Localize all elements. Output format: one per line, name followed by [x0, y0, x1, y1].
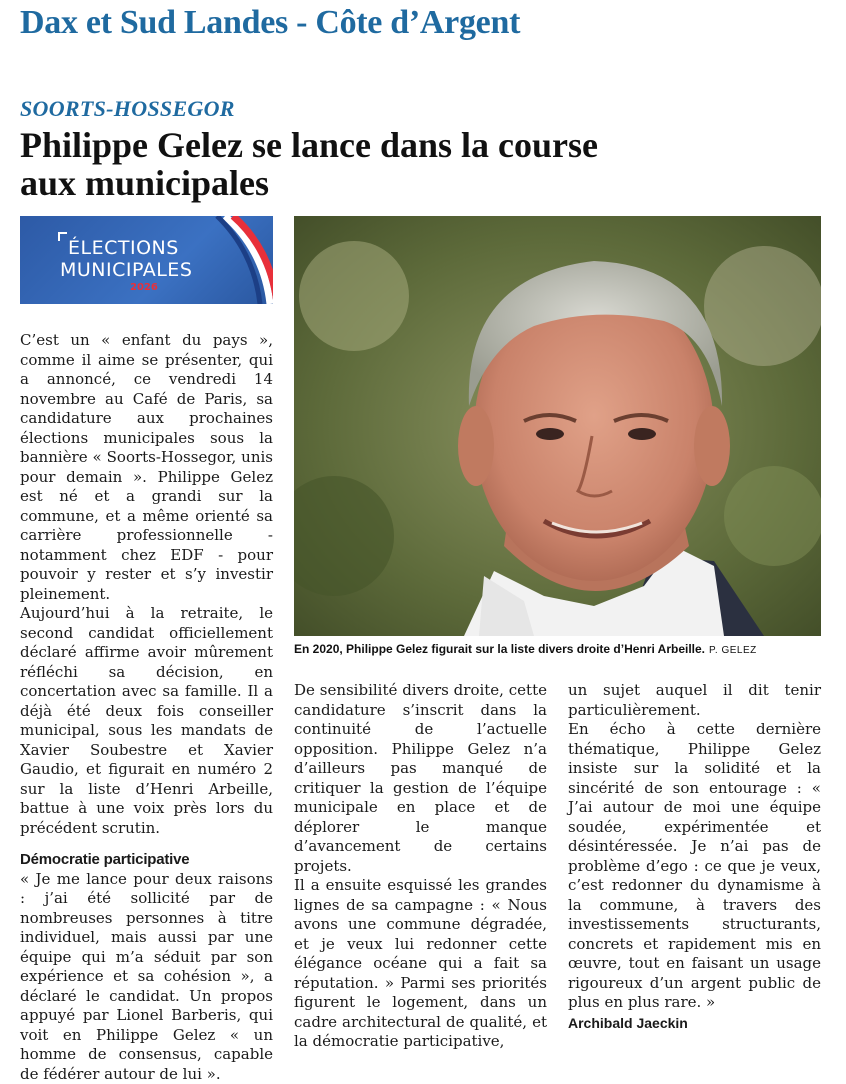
- article-column-2: [294, 681, 547, 1052]
- paragraph: En écho à cette dernière thématique, Philippe Gelez insiste sur la solidité et la sincérité de son entourage : « J’ai autour de moi une équipe soudée, expérimentée et désintéressée. Je n’ai pas de problème d’ego : ce que je veux, c’est redonner du dynamisme à la commune, à travers des investissements structurants, concrets et rapidement mis en œuvre, tout en faisant un usage rigoureux d’un argent public de plus en plus rare. »: [568, 720, 821, 1013]
- paragraph: Il a ensuite esquissé les grandes lignes de sa campagne : « Nous avons une commune dégradée, et je veux lui redonner cette élégance océane qui a fait sa réputation. » Parmi ses priorités figurent le logement, dans un cadre architectural de qualité, et la démocratie participative,: [294, 876, 547, 1052]
- photo-caption: [294, 642, 821, 656]
- badge-line-2: MUNICIPALES: [60, 259, 192, 281]
- portrait-photo: [294, 216, 821, 636]
- bracket-icon: [58, 232, 67, 241]
- paragraph: Aujourd’hui à la retraite, le second candidat officiellement déclaré affirme avoir mûrement réfléchi sa décision, en concertation avec sa famille. Il a déjà été deux fois conseiller municipal, sous les mandats de Xavier Soubestre et Xavier Gaudio, et figurait en numéro 2 sur la liste d’Henri Arbeille, battue à une voix près lors du précédent scrutin.: [20, 604, 273, 838]
- headline-line-2: aux municipales: [20, 164, 720, 202]
- paragraph: un sujet auquel il dit tenir particulièrement.: [568, 681, 821, 720]
- paragraph: « Je me lance pour deux raisons : j’ai été sollicité par de nombreuses personnes à titre individuel, mais aussi par une équipe qui m’a séduit par son expérience et sa cohésion », a déclaré le candidat. Un propos appuyé par Lionel Barberis, qui voit en Philippe Gelez « un homme de consensus, capable de fédérer autour de lui ».: [20, 870, 273, 1084]
- kicker: SOORTS-HOSSEGOR: [20, 96, 235, 122]
- portrait-illustration: [294, 216, 821, 636]
- subheading: Démocratie participative: [20, 850, 273, 870]
- badge-year: 2026: [130, 282, 158, 293]
- photo-credit: P. GELEZ: [709, 645, 757, 656]
- badge-line-1: ÉLECTIONS: [68, 237, 179, 259]
- article-column-3: [568, 681, 821, 1033]
- headline: [20, 126, 720, 202]
- paragraph: C’est un « enfant du pays », comme il aime se présenter, qui a annoncé, ce vendredi 14 novembre au Café de Paris, sa candidature aux prochaines élections municipales sous la bannière « Soorts-Hossegor, unis pour demain ». Philippe Gelez est né et a grandi sur la commune, et a même orienté sa carrière professionnelle - notamment chez EDF - pour pouvoir y rester et s’y investir pleinement.: [20, 331, 273, 604]
- caption-text: En 2020, Philippe Gelez figurait sur la liste divers droite d’Henri Arbeille.: [294, 642, 705, 656]
- author-signature: Archibald Jaeckin: [568, 1014, 821, 1034]
- paragraph: De sensibilité divers droite, cette candidature s’inscrit dans la continuité de l’actuelle opposition. Philippe Gelez n’a d’ailleurs pas manqué de critiquer la gestion de l’équipe municipale en place et de déplorer le manque d’avancement de certains projets.: [294, 681, 547, 876]
- section-title: Dax et Sud Landes - Côte d’Argent: [20, 4, 520, 42]
- article-column-1: [20, 331, 273, 1084]
- headline-line-1: Philippe Gelez se lance dans la course: [20, 126, 720, 164]
- elections-badge: [20, 216, 273, 304]
